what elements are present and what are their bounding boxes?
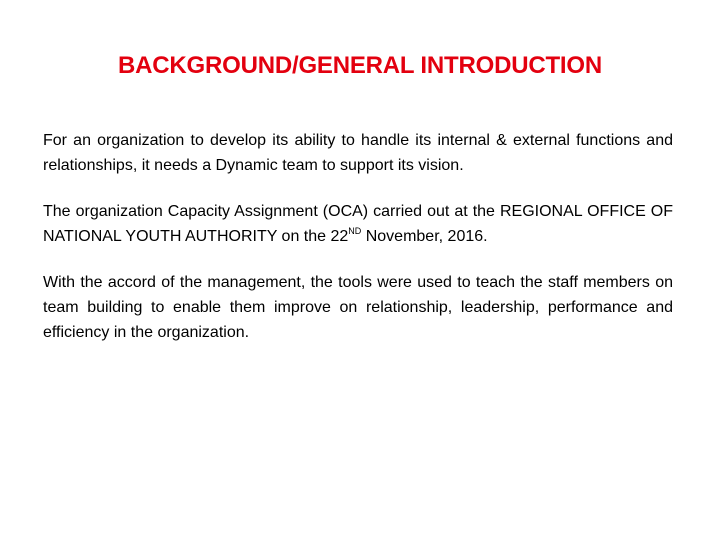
slide-title: BACKGROUND/GENERAL INTRODUCTION — [117, 52, 603, 79]
paragraph-oca-text: The organization Capacity Assignment (OCA) carried out at the REGIONAL OFFICE OF NATIONAL YOUTH AUTHORITY on the 22 — [43, 203, 673, 245]
paragraph-management: With the accord of the management, the tools were used to teach the staff members on team building to enable them improve on relationship, leadership, performance and efficiency in the organization. — [43, 274, 673, 341]
paragraph-oca — [43, 199, 673, 249]
paragraph-oca-date: November, 2016. — [361, 228, 488, 245]
paragraph-intro: For an organization to develop its ability to handle its internal & external functions and relationships, it needs a Dynamic team to support its vision. — [43, 132, 673, 174]
date-ordinal-suffix: ND — [348, 226, 362, 236]
slide-body — [43, 128, 673, 366]
